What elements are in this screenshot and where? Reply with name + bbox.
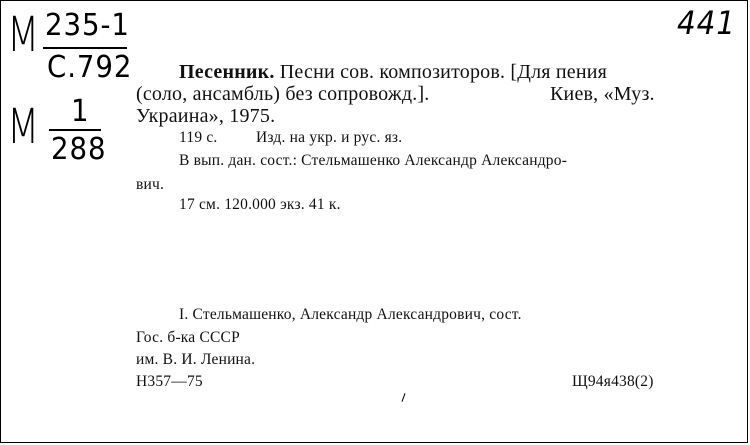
shelf-mark-number-3: 1 — [71, 94, 90, 129]
handwritten-top-right-number: 441 — [677, 4, 736, 42]
shelf-mark-number-2: С.792 — [47, 50, 133, 85]
shelf-mark-divider-2 — [49, 129, 101, 131]
shelf-mark-divider-1 — [43, 47, 127, 49]
shelf-mark-number-4: 288 — [51, 132, 107, 167]
record-tracing: I. Стельмашенко, Александр Александрович, сост. — [179, 306, 522, 323]
record-language-note: Изд. на укр. и рус. яз. — [256, 129, 403, 146]
record-line-3: Украина», 1975. — [136, 105, 276, 127]
record-title-rest: Песни сов. композиторов. [Для пения — [279, 61, 608, 83]
shelf-mark-number-1: 235-1 — [45, 8, 130, 43]
record-compiler-line-2: вич. — [136, 176, 165, 193]
shelf-mark-letter-2: М — [7, 99, 40, 155]
record-line-1 — [179, 61, 607, 84]
record-compiler-line-1: В вып. дан. сост.: Стельмашенко Александр Александро- — [179, 152, 568, 169]
record-library-line-1: Гос. б-ка СССР — [136, 329, 240, 346]
record-line-2b: Киев, «Муз. — [550, 83, 655, 105]
record-library-line-2: им. В. И. Ленина. — [136, 351, 256, 368]
record-classification: Щ94я438(2) — [572, 373, 654, 390]
shelf-mark-letter-1: М — [7, 7, 40, 63]
stray-mark — [401, 393, 405, 402]
record-pages: 119 с. — [179, 129, 218, 146]
record-title: Песенник. — [179, 61, 275, 83]
record-card-number: Н357—75 — [136, 373, 203, 390]
record-line-2a: (соло, ансамбль) без сопровожд.]. — [136, 83, 430, 105]
record-physical-description: 17 см. 120.000 экз. 41 к. — [179, 196, 341, 213]
